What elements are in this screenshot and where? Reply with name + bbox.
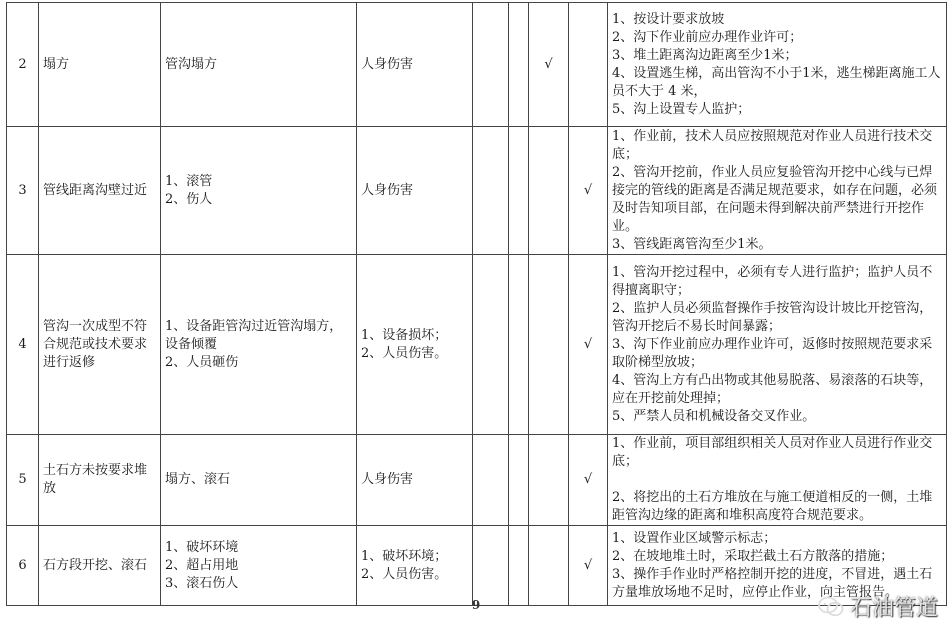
cause-line: 2、人员砸伤 (165, 354, 239, 370)
cause-line: 3、滚石伤人 (165, 575, 239, 591)
check-cell: √ (569, 255, 608, 435)
measures-line: 4、管沟上方有凸出物或其他易脱落、易滚落的石块等，应在开挖前处理掉； (612, 372, 933, 406)
consequence-line: 人身伤害 (361, 182, 414, 198)
table-row (7, 127, 947, 255)
check-cell (529, 127, 569, 255)
cause-line: 1、设备距管沟过近管沟塌方，设备倾覆 (165, 318, 343, 352)
cause-cell (161, 435, 357, 526)
measures-cell (608, 127, 947, 255)
row-number: 5 (7, 435, 39, 526)
check-cell (473, 526, 509, 606)
consequence-line: 人身伤害 (361, 472, 414, 487)
check-cell (529, 435, 569, 526)
table-row (7, 435, 947, 526)
measures-line: 1、管沟开挖过程中，必须有专人进行监护；监护人员不得擅离职守； (612, 264, 933, 298)
measures-line: 3、沟下作业前应办理作业许可，返修时按照规范要求采取阶梯型放坡； (612, 336, 933, 370)
risk-table (6, 2, 947, 606)
row-number: 6 (7, 526, 39, 606)
measures-line: 1、作业前，技术人员应按照规范对作业人员进行技术交底； (612, 128, 933, 162)
measures-cell (608, 255, 947, 435)
check-cell (529, 255, 569, 435)
measures-line: 1、按设计要求放坡 (612, 11, 725, 27)
cause-cell (161, 3, 357, 127)
measures-line: 2、在坡地堆土时，采取拦截土石方散落的措施； (612, 548, 894, 564)
consequence-cell (357, 435, 473, 526)
consequence-line: 人身伤害 (361, 56, 414, 72)
consequence-cell (357, 3, 473, 127)
cause-line: 2、超占用地 (165, 557, 239, 573)
consequence-cell (357, 255, 473, 435)
check-cell (473, 3, 509, 127)
watermark-text: 石油管道 (850, 596, 939, 621)
activity-cell: 管线距离沟壁过近 (39, 127, 161, 255)
measures-line: 2、将挖出的土石方堆放在与施工便道相反的一侧，土堆距管沟边缘的距离和堆积高度符合规范要求。 (612, 490, 933, 523)
row-number: 2 (7, 3, 39, 127)
cause-line: 1、滚管 (165, 173, 213, 189)
measures-line: 3、管线距离管沟至少1米。 (612, 236, 772, 252)
measures-cell (608, 3, 947, 127)
measures-line: 3、堆土距离沟边距离至少1米； (612, 47, 798, 63)
table-row (7, 3, 947, 127)
page-number: 9 (471, 598, 481, 612)
check-cell (473, 127, 509, 255)
measures-line: 2、沟下作业前应办理作业许可； (612, 29, 803, 45)
cause-cell (161, 127, 357, 255)
cause-line: 塌方、滚石 (165, 472, 231, 487)
cause-line: 1、破坏环境 (165, 539, 239, 555)
table-row (7, 255, 947, 435)
measures-line: 1、作业前，项目部组织相关人员对作业人员进行作业交底； (612, 436, 933, 469)
consequence-cell (357, 526, 473, 606)
check-cell (509, 127, 529, 255)
check-cell (509, 255, 529, 435)
consequence-cell (357, 127, 473, 255)
check-cell (473, 435, 509, 526)
measures-cell (608, 435, 947, 526)
measures-line: 4、设置逃生梯，高出管沟不小于1米，逃生梯距离施工人员不大于 4 米， (612, 65, 941, 99)
consequence-line: 1、破坏环境； (361, 548, 448, 564)
measures-line: 2、监护人员必须监督操作手按管沟设计坡比开挖管沟，管沟开挖后不易长时间暴露； (612, 300, 933, 334)
check-cell (509, 526, 529, 606)
consequence-line: 2、人员伤害。 (361, 345, 448, 361)
measures-line: 5、严禁人员和机械设备交叉作业。 (612, 408, 816, 424)
row-number: 3 (7, 127, 39, 255)
check-cell (569, 3, 608, 127)
check-cell (473, 255, 509, 435)
cause-cell (161, 255, 357, 435)
wechat-icon (818, 596, 844, 618)
check-cell: √ (529, 3, 569, 127)
check-cell (509, 435, 529, 526)
measures-line: 3、操作手作业时严格控制开挖的进度，不冒进，遇土石方量堆放场地不足时，应停止作业，向主管报告。 (612, 566, 933, 600)
consequence-line: 1、设备损坏； (361, 327, 448, 343)
check-cell (509, 3, 529, 127)
consequence-line: 2、人员伤害。 (361, 566, 448, 582)
cause-cell (161, 526, 357, 606)
activity-cell: 土石方未按要求堆放 (39, 435, 161, 526)
cause-line: 2、伤人 (165, 191, 213, 207)
activity-cell: 石方段开挖、滚石 (39, 526, 161, 606)
cause-line: 管沟塌方 (165, 56, 218, 72)
row-number: 4 (7, 255, 39, 435)
watermark (818, 591, 938, 622)
check-cell: √ (569, 127, 608, 255)
activity-cell: 管沟一次成型不符合规范或技术要求进行返修 (39, 255, 161, 435)
measures-line: 5、沟上设置专人监护； (612, 101, 751, 117)
measures-line: 1、设置作业区域警示标志； (612, 530, 777, 546)
check-cell (529, 526, 569, 606)
check-cell: √ (569, 526, 608, 606)
activity-cell: 塌方 (39, 3, 161, 127)
measures-line: 2、管沟开挖前，作业人员应复验管沟开挖中心线与已焊接完的管线的距离是否满足规范要求，如存在问题，必须及时告知项目部，在问题未得到解决前严禁进行开挖作业。 (612, 164, 938, 234)
check-cell: √ (569, 435, 608, 526)
table-row (7, 526, 947, 606)
measures-line (612, 471, 942, 489)
